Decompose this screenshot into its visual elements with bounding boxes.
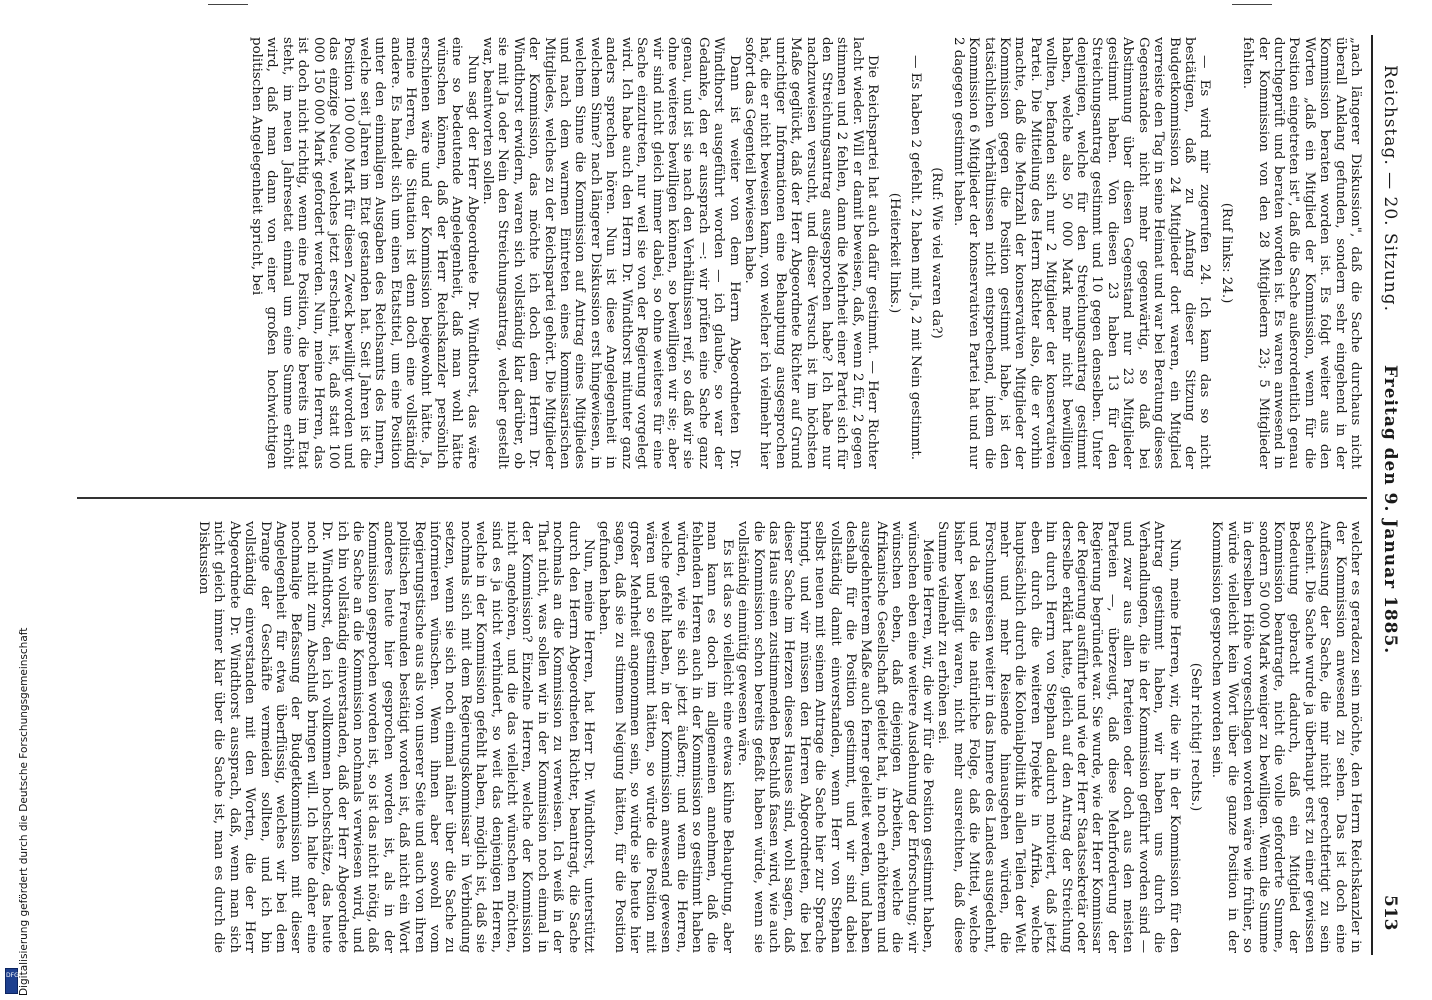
header-section: Reichstag. — 20. Sitzung. xyxy=(1380,65,1400,313)
dfg-logo-label: DFG xyxy=(6,972,19,979)
running-header xyxy=(1375,35,1405,955)
dfg-logo xyxy=(5,968,18,994)
digitization-credit: Digitalisierung gefördert durch die Deutsche Forschungsgemeinschaft xyxy=(18,627,30,996)
paragraph: „nach längerer Diskussion", daß die Sache durchaus nicht überall Anklang gefunden, sondern sehr eingehend in der Kommission beraten worden ist. Es folgt weiter aus den Worten „daß ein Mitglied der Kommission, wenn für die Position eingetreten ist", daß die Sache außerordentlich genau durchgeprüft und beraten worden ist. Es waren anwesend in der Kommission von den 28 Mitgliedern 23; 5 Mitglieder fehlten. xyxy=(1240,37,1363,469)
paragraph: — Es haben 2 gefehlt. 2 haben mit Ja, 2 mit Nein gestimmt. xyxy=(908,55,924,460)
paragraph: Meine Herren, wir, die wir für die Position gestimmt haben, wünschen eben eine weitere Ausdehnung der Erforschung; wir wünschen eben, daß diejenigen Arbeiten, welche die Afrikanische Gesellschaft geleitet hat, in noch erhöhterem und ausgedehnterem Maße auch ferner geleitet werden, und haben deshalb für die Position gestimmt, und wir sind dabei vollständig damit einverstanden, wenn Herr von Stephan selbst neuen mit seinem Antrage die Sache hier zur Sprache bringt, und wir müssen den Herren Abgeordneten, die bei dieser Sache im Herzen dieses Hauses sind, wohl sagen, daß das Haus einen zustimmenden Beschluß fassen wird, wie auch die Kommission schon bereits gefaßt haben würde, wenn sie vollständig einmütig gewesen wäre. xyxy=(735,521,936,953)
paragraph: Dann ist weiter von dem Herrn Abgeordneten Dr. Windthorst ausgeführt worden — ich glaube, so war der Gedanke, den er aussprach —: wir prüfen eine Sache ganz genau, und ist sie nach den Verhältnissen reif, so daß wir sie ohne weiteres bewilligen können, so bewilligen wir sie; aber wir sind nicht gleich immer dabei, so ohne weiteres für eine Sache einzutreten, nur weil sie von der Regierung vorgelegt wird. Ich habe auch den Herrn Dr. Windthorst mitunter ganz anders sprechen hören. Nun ist diese Angelegenheit in welchem Sinne? nach längerer Diskussion erst hingewiesen, in welchem Sinne die Kommission auf Antrag eines Mitgliedes und nach dem warmen Eintreten eines kommissarischen Mitgliedes, welches zu der Reichspartei gehört. Die Mitglieder der Kommission, das möchte ich doch dem Herrn Dr. Windthorst erwidern, waren sich vollständig klar darüber, ob sie mit Ja oder Nein den Streichungsantrag, welcher gestellt war, beantworten sollen. xyxy=(480,37,742,469)
paragraph: Die Reichspartei hat auch dafür gestimmt. — Herr Richter lacht wieder. Will er damit beweisen, daß, wenn 2 für, 2 gegen stimmen und 2 fehlen, dann die Mehrheit einer Partei sich für den Streichungsantrag ausgesprochen habe? Ich habe nur nachzuweisen versucht, und dieser Versuch ist im höchsten Maße geglückt, daß der Herr Abgeordnete Richter auf Grund unrichtiger Informationen eine Behauptung ausgesprochen hat, die er nicht beweisen kann, von welcher ich vielmehr hier sofort das Gegenteil bewiesen habe. xyxy=(741,37,881,469)
paragraph: Nun, meine Herren, wir, die wir in der Kommission für den Antrag gestimmt haben, wir haben uns durch die Verhandlungen, die in der Kommission geführt worden sind — und zwar aus allen Parteien oder doch aus den meisten Parteien —, überzeugt, daß diese Mehrforderung der Regierung begründet war. Sie wurde, wie der Herr Kommissar der Regierung ausführte und wie der Herr Staatssekretär oder derselbe erklärt hatte, gleich auf den Antrag der Streichung hin durch Herrn von Stephan dadurch motiviert, daß jetzt eben durch die weiteren Projekte in Afrika, welche hauptsächlich durch die Kolonialpolitik in allen Teilen der Welt mehr und mehr Reisende hinausgehen würden, die Forschungsreisen weiter in das Innere des Landes ausgedehnt, und da sei es die natürliche Folge, daß die Mittel, welche bisher bewilligt waren, nicht mehr ausreichten, daß diese Summe vielmehr zu erhöhen sei. xyxy=(935,521,1182,953)
scan-mark xyxy=(208,4,248,5)
paragraph: Nun sagt der Herr Abgeordnete Dr. Windthorst, das wäre eine so bedeutende Angelegenheit, daß man wohl hätte wünschen können, daß der Herr Reichskanzler persönlich erschienen wäre und der Kommission beigewohnt hätte. Ja, meine Herren, die Situation ist denn doch eine vollständig andere. Es handelt sich um einen Etatstitel, um eine Position unter den einmaligen Ausgaben des Reichsamts des Innern, welche seit Jahren im Etat gestanden hat. Seit Jahren ist die Position 100 000 Mark für diesen Zweck bewilligt worden und das einzige Neue, welches jetzt erscheint, ist, daß statt 100 000 150 000 Mark gefordert werden. Nun, meine Herren, das ist doch nicht richtig, wenn eine Position, die bereits im Etat steht, im neuen Jahresetat einmal um eine Summe erhöht wird, daß man dann von einer großen hochwichtigen politischen Angelegenheit spricht, bei xyxy=(248,37,480,469)
interjection: (Ruf: Wie viel waren da?) xyxy=(929,167,945,339)
rotated-page-content xyxy=(75,35,1405,955)
right-column xyxy=(83,521,1363,953)
interjection: (Sehr richtig! rechts.) xyxy=(1187,662,1203,812)
page-number: 513 xyxy=(1380,895,1400,931)
header-date: Freitag den 9. Januar 1885. xyxy=(1380,365,1400,655)
scan-mark xyxy=(1232,4,1272,5)
header-rule xyxy=(1371,35,1373,955)
paragraph: Nun, meine Herren, hat Herr Dr. Windthorst, unterstützt durch den Herrn Abgeordneten Richter, beantragt, die Sache nochmals an die Kommission zu verweisen. Ich weiß in der That nicht, was sollen wir in der Kommission noch einmal in der Kommission? Einzelne Herren, welche der Kommission nicht angehören, und die das vielleicht wünschen möchten, sind es ja nicht verhindert, so weit das denjenigen Herren, welche in der Kommission gefehlt haben, möglich ist, daß sie nochmals sich mit dem Regierungskommissar in Verbindung setzen, wenn sie sich noch einmal näher über die Sache zu informieren wünschen. Wenn ihnen aber sowohl vom Regierungstische aus als von unserer Seite und auch von ihren politischen Freunden bestätigt worden ist, daß nicht ein Wort anderes heute hier gesprochen worden ist, als in der Kommission gesprochen worden ist, so ist das nicht nötig, daß die Sache an die Kommission nochmals verwiesen wird, und ich bin vollständig einverstanden, daß der Herr Abgeordnete Dr. Windthorst, den ich vollkommen hochschätze, das heute noch nicht zum Abschluß bringen will. Ich halte daher eine nochmalige Befassung der Budgetkommission mit dieser Angelegenheit für etwa überflüssig, welches wir bei dem Drange der Geschäfte vermeiden sollten, und ich bin vollständig einverstanden mit den Worten, die der Herr Abgeordnete Dr. Windthorst aussprach, daß, wenn man sich nicht gleich immer klar über die Sache ist, man es durch die Diskussion xyxy=(195,521,597,953)
digitization-sidebar xyxy=(2,0,30,1000)
column-rule xyxy=(77,497,1367,499)
interjection: (Ruf links: 24.) xyxy=(1218,202,1234,304)
paragraph: welcher es geradezu sein möchte, den Herrn Reichskanzler in der Kommission anwesend zu sehen. Das ist doch eine Auffassung der Sache, die mir nicht gerechtfertigt zu sein scheint. Die Sache wurde ja überhaupt erst zu einer gewissen Bedeutung gebracht dadurch, daß ein Mitglied der Kommission beantragte, nicht die volle geforderte Summe, sondern 50 000 Mark weniger zu bewilligen. Wenn die Summe in derselben Höhe vorgeschlagen worden wäre wie früher, so würde vielleicht kein Wort über die ganze Position in der Kommission gesprochen worden sein. xyxy=(1209,521,1363,953)
paragraph: Es ist das so vielleicht eine etwas kühne Behauptung, aber man kann es doch im allgemeinen annehmen, daß die fehlenden Herren auch in der Kommission so gestimmt haben würden, wie sie sich jetzt äußern; und wenn die Herren, welche gefehlt haben, in der Kommission anwesend gewesen wären und so gestimmt hätten, so würde die Position mit großer Mehrheit angenommen sein, so würde sie heute hier sagen, daß sie zu stimmen Neigung hätten, für die Position gefunden haben. xyxy=(596,521,735,953)
left-column xyxy=(83,37,1363,469)
paragraph: — Es wird mir zugerufen 24. Ich kann das so nicht bestätigen, daß zu Anfang dieser Sitzung der Budgetkommission 24 Mitglieder dort waren, ein Mitglied verreiste den Tag in seine Heimat und war bei Beratung dieses Gegenstandes nicht mehr gegenwärtig, so daß bei Abstimmung über diesen Gegenstand nur 23 Mitglieder gestimmt haben. Von diesen 23 haben 13 für den Streichungsantrag gestimmt und 10 gegen denselben. Unter denjenigen, welche für den Streichungsantrag gestimmt haben, welche also 50 000 Mark mehr nicht bewilligen wollten, befanden sich nur 2 Mitglieder der konservativen Partei. Die Mitteilung des Herrn Richter also, die er vorhin machte, daß die Mehrzahl der konservativen Mitglieder der Kommission gegen die Position gestimmt habe, ist den tatsächlichen Verhältnissen nicht entsprechend, indem die Kommission 6 Mitglieder der konservativen Partei hat und nur 2 dagegen gestimmt haben. xyxy=(950,37,1213,469)
interjection: (Heiterkeit links.) xyxy=(886,192,902,314)
